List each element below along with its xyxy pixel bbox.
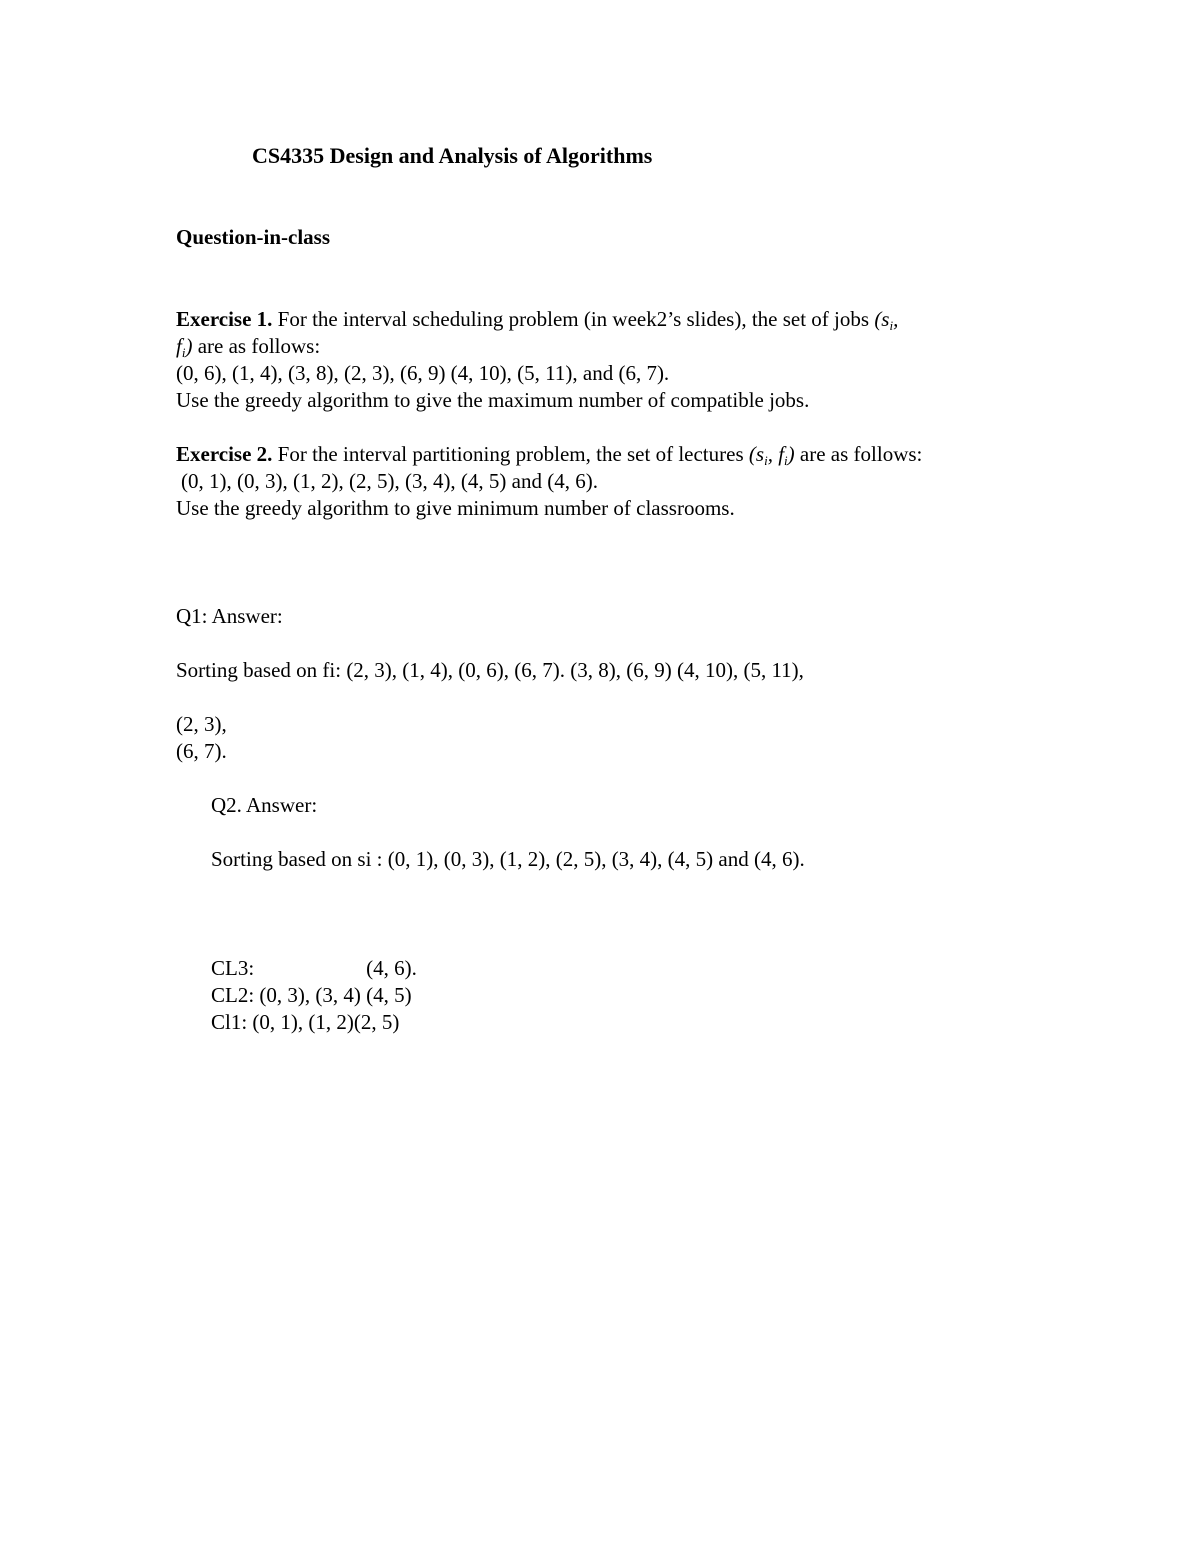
- exercise1-jobs: (0, 6), (1, 4), (3, 8), (2, 3), (6, 9) (4, 10), (5, 11), and (6, 7).: [176, 361, 670, 385]
- exercise2-lectures: (0, 1), (0, 3), (1, 2), (2, 5), (3, 4), (4, 5) and (4, 6).: [181, 469, 598, 493]
- exercise1-intro-cont: [176, 333, 320, 360]
- answer1-sorting: Sorting based on fi: (2, 3), (1, 4), (0, 6), (6, 7). (3, 8), (6, 9) (4, 10), (5, 11),: [176, 658, 804, 682]
- exercise2-text-b: are as follows:: [794, 442, 923, 466]
- exercise2-text: For the interval partitioning problem, the set of lectures: [277, 442, 749, 466]
- exercise1-text: For the interval scheduling problem (in week2’s slides), the set of jobs: [277, 307, 875, 331]
- answer2-sorting: Sorting based on si : (0, 1), (0, 3), (1, 2), (2, 5), (3, 4), (4, 5) and (4, 6).: [211, 847, 805, 871]
- exercise2-instruction: Use the greedy algorithm to give minimum number of classrooms.: [176, 496, 735, 520]
- exercise1-intro: [176, 306, 898, 333]
- answer1-heading: Q1: Answer:: [176, 604, 283, 628]
- cl3-items: (4, 6).: [366, 956, 417, 980]
- exercise1-label: Exercise 1.: [176, 307, 273, 331]
- answer2-cl3: [211, 955, 417, 982]
- exercise2-math: ($s_i$, $f_i$): [748, 442, 795, 468]
- exercise1-instruction: Use the greedy algorithm to give the maximum number of compatible jobs.: [176, 388, 810, 412]
- answer1-selected-2: (6, 7).: [176, 739, 227, 763]
- exercise1-math-f: $f_i$): [176, 334, 193, 360]
- exercise2-intro: [176, 441, 922, 468]
- document-title: CS4335 Design and Analysis of Algorithms: [252, 143, 653, 168]
- exercise1-text-b: are as follows:: [192, 334, 321, 358]
- exercise2-label: Exercise 2.: [176, 442, 273, 466]
- answer1-selected-1: (2, 3),: [176, 712, 227, 736]
- exercise1-math-s: ($s_i$,: [874, 307, 899, 333]
- answer2-heading: Q2. Answer:: [211, 793, 318, 817]
- answer2-cl2: CL2: (0, 3), (3, 4) (4, 5): [211, 983, 412, 1007]
- answer2-cl1: Cl1: (0, 1), (1, 2)(2, 5): [211, 1010, 400, 1034]
- document-subtitle: Question-in-class: [176, 225, 331, 249]
- cl3-label: CL3:: [211, 956, 255, 980]
